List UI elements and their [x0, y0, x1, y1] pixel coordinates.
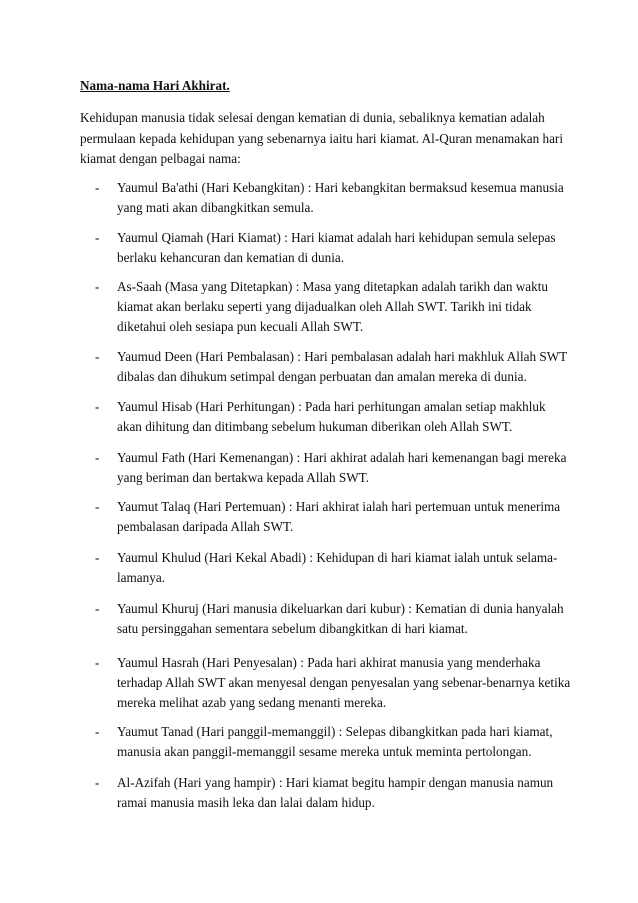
- bullet-dash: -: [95, 775, 100, 790]
- list-item-line: terhadap Allah SWT akan menyesal dengan penyesalan yang sebenar-benarnya ketika: [117, 675, 571, 690]
- list-item-text: [117, 228, 567, 268]
- document-title: Nama-nama Hari Akhirat.: [80, 78, 230, 93]
- list-item-line: pembalasan daripada Allah SWT.: [117, 519, 294, 534]
- list-item-line: diketahui oleh sesiapa pun kecuali Allah SWT.: [117, 319, 364, 334]
- bullet-dash: -: [95, 724, 100, 739]
- list-item-text: [117, 722, 567, 762]
- bullet-dash: -: [95, 399, 100, 414]
- intro-line: permulaan kepada kehidupan yang sebenarnya iaitu hari kiamat. Al-Quran menamakan hari: [80, 130, 563, 146]
- list-item-line: Yaumul Hasrah (Hari Penyesalan) : Pada hari akhirat manusia yang menderhaka: [117, 655, 541, 670]
- list-item-text: [117, 178, 567, 218]
- bullet-dash: -: [95, 550, 100, 565]
- bullet-dash: -: [95, 601, 100, 616]
- list-item-line: Yaumul Khuruj (Hari manusia dikeluarkan dari kubur) : Kematian di dunia hanyalah: [117, 601, 564, 616]
- list-item-text: [117, 277, 567, 337]
- bullet-dash: -: [95, 230, 100, 245]
- list-item-line: berlaku kehancuran dan kematian di dunia.: [117, 250, 345, 265]
- list-item-line: Yaumut Tanad (Hari panggil-memanggil) : Selepas dibangkitkan pada hari kiamat,: [117, 724, 553, 739]
- list-item-text: [117, 548, 567, 588]
- list-item-text: [117, 448, 567, 488]
- list-item-line: kiamat akan berlaku seperti yang dijadualkan oleh Allah SWT. Tarikh ini tidak: [117, 299, 532, 314]
- bullet-dash: -: [95, 655, 100, 670]
- list-item-line: Yaumut Talaq (Hari Pertemuan) : Hari akhirat ialah hari pertemuan untuk menerima: [117, 499, 561, 514]
- list-item-line: Yaumud Deen (Hari Pembalasan) : Hari pembalasan adalah hari makhluk Allah SWT: [117, 349, 568, 364]
- list-item-line: mereka melihat azab yang sedang menanti mereka.: [117, 695, 387, 710]
- list-item-text: [117, 599, 567, 639]
- list-item-line: lamanya.: [117, 570, 165, 585]
- list-item-line: Yaumul Qiamah (Hari Kiamat) : Hari kiamat adalah hari kehidupan semula selepas: [117, 230, 556, 245]
- list-item-line: akan dihitung dan ditimbang sebelum hukuman diberikan oleh Allah SWT.: [117, 419, 513, 434]
- list-item-text: [117, 773, 567, 813]
- intro-line: kiamat dengan pelbagai nama:: [80, 151, 241, 166]
- list-item-line: Yaumul Hisab (Hari Perhitungan) : Pada hari perhitungan amalan setiap makhluk: [117, 399, 546, 414]
- intro-line: Kehidupan manusia tidak selesai dengan kematian di dunia, sebaliknya kematian adalah: [80, 110, 545, 125]
- list-item-line: Yaumul Ba'athi (Hari Kebangkitan) : Hari kebangkitan bermaksud kesemua manusia: [117, 180, 564, 195]
- list-item-line: satu persinggahan sementara sebelum dibangkitkan di hari kiamat.: [117, 621, 468, 636]
- list-item-text: [117, 653, 571, 713]
- list-item-text: [117, 397, 567, 437]
- list-item-line: ramai manusia masih leka dan lalai dalam hidup.: [117, 795, 375, 810]
- bullet-dash: -: [95, 180, 100, 195]
- bullet-dash: -: [95, 499, 100, 514]
- list-item-text: [117, 497, 567, 537]
- list-item-line: yang mati akan dibangkitkan semula.: [117, 200, 314, 215]
- bullet-dash: -: [95, 279, 100, 294]
- list-item-line: Al-Azifah (Hari yang hampir) : Hari kiamat begitu hampir dengan manusia namun: [117, 775, 554, 790]
- list-item-line: Yaumul Fath (Hari Kemenangan) : Hari akhirat adalah hari kemenangan bagi mereka: [117, 450, 567, 465]
- list-item-line: Yaumul Khulud (Hari Kekal Abadi) : Kehidupan di hari kiamat ialah untuk selama-: [117, 550, 558, 565]
- list-item-line: manusia akan panggil-memanggil sesame mereka untuk meminta pertolongan.: [117, 744, 532, 759]
- list-item-line: dibalas dan dihukum setimpal dengan perbuatan dan amalan mereka di dunia.: [117, 369, 527, 384]
- list-item-line: As-Saah (Masa yang Ditetapkan) : Masa yang ditetapkan adalah tarikh dan waktu: [117, 279, 549, 294]
- list-item-line: yang beriman dan bertakwa kepada Allah SWT.: [117, 470, 370, 485]
- bullet-dash: -: [95, 349, 100, 364]
- bullet-dash: -: [95, 450, 100, 465]
- list-item-text: [117, 347, 567, 387]
